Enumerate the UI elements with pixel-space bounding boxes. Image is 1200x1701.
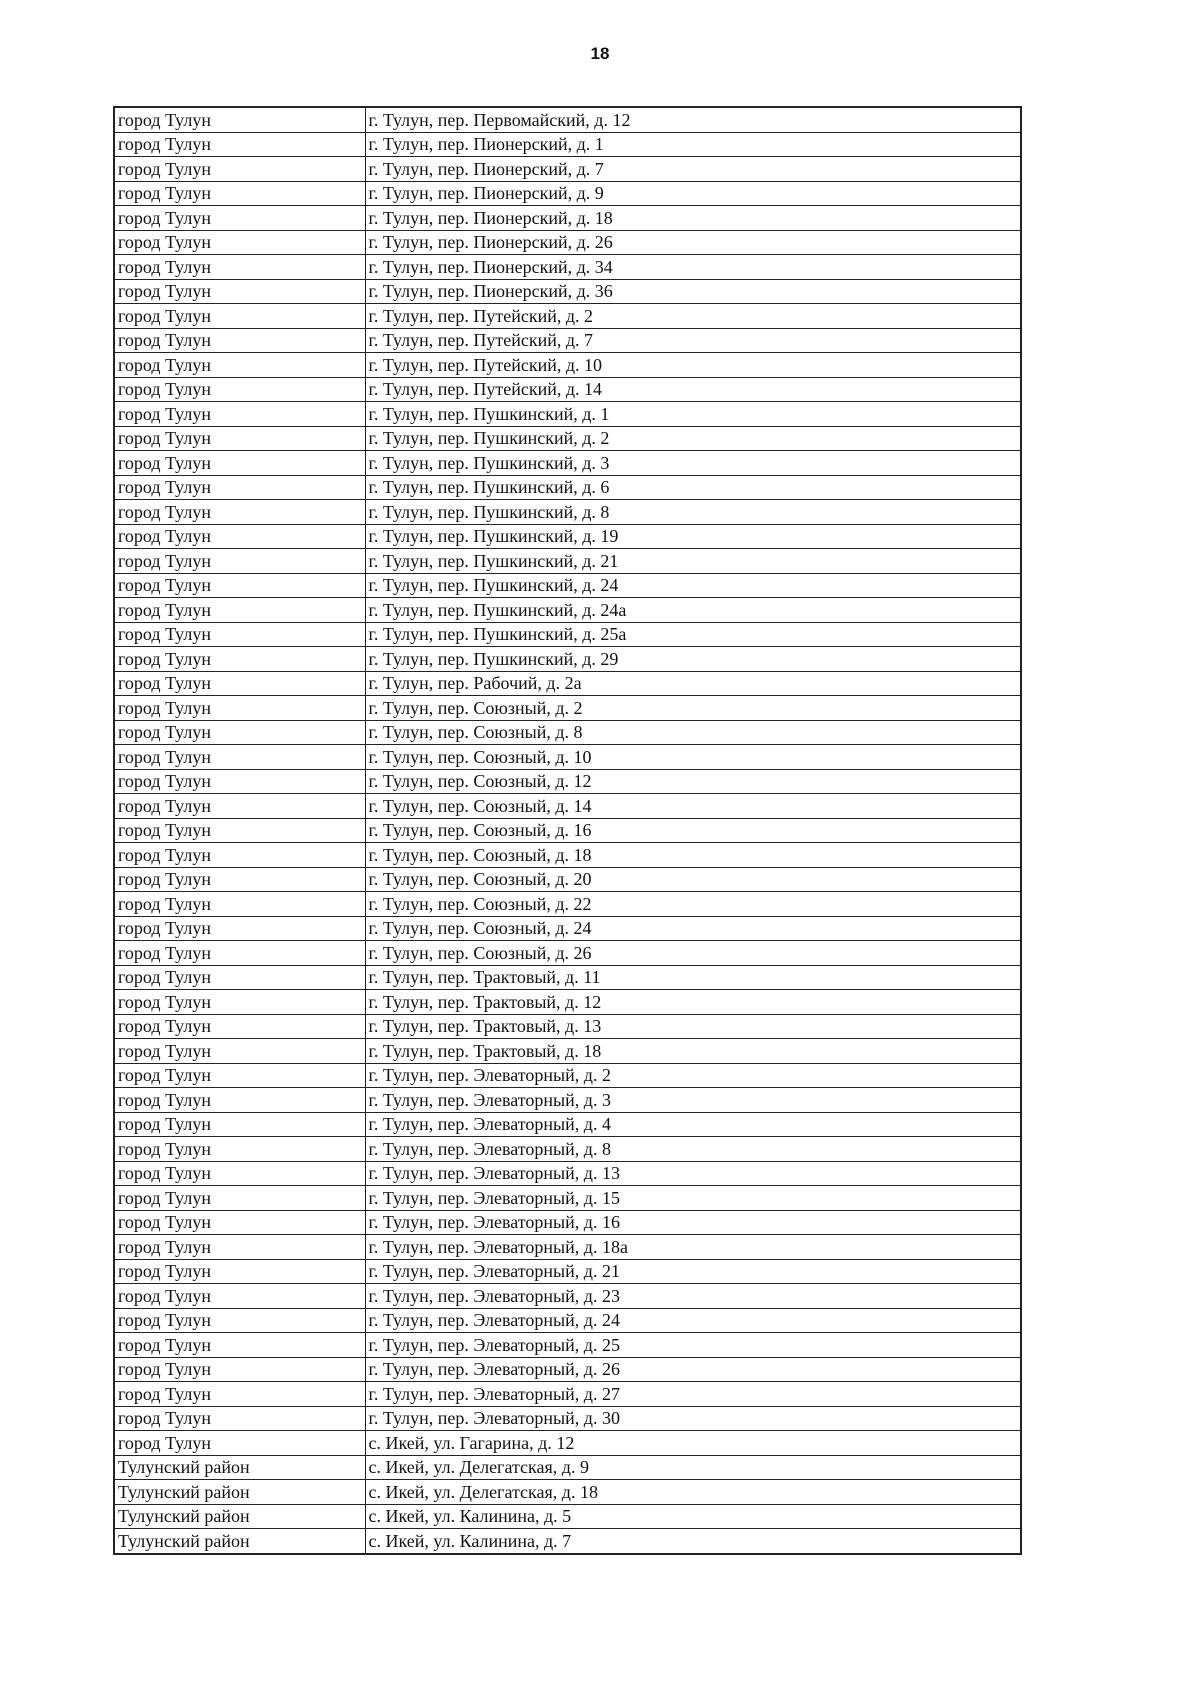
municipality-cell: город Тулун	[114, 1406, 365, 1431]
address-cell: г. Тулун, пер. Пушкинский, д. 25а	[365, 622, 1021, 647]
table-row	[114, 720, 1021, 745]
municipality-cell: город Тулун	[114, 1259, 365, 1284]
address-cell: г. Тулун, пер. Трактовый, д. 18	[365, 1039, 1021, 1064]
address-cell: г. Тулун, пер. Элеваторный, д. 30	[365, 1406, 1021, 1431]
table-row	[114, 1088, 1021, 1113]
table-row	[114, 1259, 1021, 1284]
municipality-cell: город Тулун	[114, 279, 365, 304]
table-row	[114, 1480, 1021, 1505]
address-cell: г. Тулун, пер. Элеваторный, д. 23	[365, 1284, 1021, 1309]
table-row	[114, 892, 1021, 917]
municipality-cell: город Тулун	[114, 745, 365, 770]
address-cell: г. Тулун, пер. Пионерский, д. 1	[365, 132, 1021, 157]
municipality-cell: город Тулун	[114, 402, 365, 427]
table-row	[114, 941, 1021, 966]
table-row	[114, 524, 1021, 549]
municipality-cell: город Тулун	[114, 1333, 365, 1358]
table-row	[114, 598, 1021, 623]
table-row	[114, 1333, 1021, 1358]
address-table-body	[114, 107, 1021, 1554]
address-cell: г. Тулун, пер. Пушкинский, д. 3	[365, 451, 1021, 476]
table-row	[114, 1504, 1021, 1529]
municipality-cell: город Тулун	[114, 965, 365, 990]
address-cell: г. Тулун, пер. Пионерский, д. 9	[365, 181, 1021, 206]
municipality-cell: город Тулун	[114, 255, 365, 280]
municipality-cell: город Тулун	[114, 769, 365, 794]
table-row	[114, 132, 1021, 157]
municipality-cell: город Тулун	[114, 206, 365, 231]
address-cell: г. Тулун, пер. Элеваторный, д. 25	[365, 1333, 1021, 1358]
table-row	[114, 1455, 1021, 1480]
address-cell: г. Тулун, пер. Союзный, д. 10	[365, 745, 1021, 770]
address-cell: г. Тулун, пер. Пионерский, д. 26	[365, 230, 1021, 255]
page-number: 18	[590, 44, 610, 63]
address-cell: г. Тулун, пер. Элеваторный, д. 26	[365, 1357, 1021, 1382]
municipality-cell: город Тулун	[114, 1112, 365, 1137]
municipality-cell: город Тулун	[114, 107, 365, 132]
address-table	[113, 106, 1022, 1555]
table-row	[114, 255, 1021, 280]
municipality-cell: город Тулун	[114, 304, 365, 329]
table-row	[114, 1137, 1021, 1162]
municipality-cell: город Тулун	[114, 353, 365, 378]
table-row	[114, 1210, 1021, 1235]
address-cell: г. Тулун, пер. Пионерский, д. 34	[365, 255, 1021, 280]
table-row	[114, 745, 1021, 770]
table-row	[114, 1161, 1021, 1186]
table-row	[114, 1235, 1021, 1260]
address-cell: с. Икей, ул. Калинина, д. 7	[365, 1529, 1021, 1554]
table-row	[114, 769, 1021, 794]
municipality-cell: город Тулун	[114, 1161, 365, 1186]
table-row	[114, 843, 1021, 868]
table-row	[114, 990, 1021, 1015]
municipality-cell: город Тулун	[114, 1088, 365, 1113]
table-row	[114, 671, 1021, 696]
address-cell: г. Тулун, пер. Союзный, д. 8	[365, 720, 1021, 745]
table-row	[114, 916, 1021, 941]
address-cell: г. Тулун, пер. Союзный, д. 12	[365, 769, 1021, 794]
municipality-cell: город Тулун	[114, 916, 365, 941]
municipality-cell: город Тулун	[114, 1357, 365, 1382]
table-row	[114, 1112, 1021, 1137]
address-cell: с. Икей, ул. Гагарина, д. 12	[365, 1431, 1021, 1456]
municipality-cell: город Тулун	[114, 500, 365, 525]
table-row	[114, 1014, 1021, 1039]
municipality-cell: город Тулун	[114, 1284, 365, 1309]
municipality-cell: город Тулун	[114, 794, 365, 819]
municipality-cell: город Тулун	[114, 818, 365, 843]
address-cell: г. Тулун, пер. Союзный, д. 22	[365, 892, 1021, 917]
address-cell: г. Тулун, пер. Трактовый, д. 12	[365, 990, 1021, 1015]
table-row	[114, 818, 1021, 843]
table-row	[114, 157, 1021, 182]
municipality-cell: город Тулун	[114, 622, 365, 647]
table-row	[114, 794, 1021, 819]
address-cell: г. Тулун, пер. Пушкинский, д. 1	[365, 402, 1021, 427]
table-row	[114, 107, 1021, 132]
municipality-cell: город Тулун	[114, 573, 365, 598]
municipality-cell: город Тулун	[114, 377, 365, 402]
address-cell: г. Тулун, пер. Элеваторный, д. 24	[365, 1308, 1021, 1333]
table-row	[114, 206, 1021, 231]
table-row	[114, 1529, 1021, 1554]
table-row	[114, 353, 1021, 378]
address-cell: г. Тулун, пер. Пионерский, д. 7	[365, 157, 1021, 182]
municipality-cell: город Тулун	[114, 157, 365, 182]
address-cell: г. Тулун, пер. Элеваторный, д. 2	[365, 1063, 1021, 1088]
address-cell: г. Тулун, пер. Трактовый, д. 11	[365, 965, 1021, 990]
address-cell: г. Тулун, пер. Трактовый, д. 13	[365, 1014, 1021, 1039]
municipality-cell: город Тулун	[114, 328, 365, 353]
table-row	[114, 230, 1021, 255]
municipality-cell: город Тулун	[114, 990, 365, 1015]
table-row	[114, 1406, 1021, 1431]
address-cell: с. Икей, ул. Калинина, д. 5	[365, 1504, 1021, 1529]
municipality-cell: город Тулун	[114, 1308, 365, 1333]
address-cell: г. Тулун, пер. Союзный, д. 14	[365, 794, 1021, 819]
table-row	[114, 1431, 1021, 1456]
address-cell: г. Тулун, пер. Путейский, д. 14	[365, 377, 1021, 402]
table-row	[114, 647, 1021, 672]
municipality-cell: Тулунский район	[114, 1455, 365, 1480]
municipality-cell: город Тулун	[114, 647, 365, 672]
address-cell: г. Тулун, пер. Пушкинский, д. 29	[365, 647, 1021, 672]
municipality-cell: город Тулун	[114, 941, 365, 966]
address-cell: г. Тулун, пер. Союзный, д. 24	[365, 916, 1021, 941]
address-cell: г. Тулун, пер. Союзный, д. 16	[365, 818, 1021, 843]
table-row	[114, 402, 1021, 427]
table-row	[114, 181, 1021, 206]
table-row	[114, 965, 1021, 990]
municipality-cell: город Тулун	[114, 181, 365, 206]
table-row	[114, 573, 1021, 598]
address-cell: г. Тулун, пер. Путейский, д. 10	[365, 353, 1021, 378]
table-row	[114, 696, 1021, 721]
address-cell: г. Тулун, пер. Пушкинский, д. 19	[365, 524, 1021, 549]
table-row	[114, 1063, 1021, 1088]
municipality-cell: город Тулун	[114, 843, 365, 868]
table-row	[114, 1284, 1021, 1309]
address-cell: г. Тулун, пер. Пушкинский, д. 21	[365, 549, 1021, 574]
table-row	[114, 475, 1021, 500]
table-row	[114, 451, 1021, 476]
address-cell: г. Тулун, пер. Путейский, д. 2	[365, 304, 1021, 329]
address-cell: г. Тулун, пер. Пушкинский, д. 6	[365, 475, 1021, 500]
address-cell: г. Тулун, пер. Элеваторный, д. 3	[365, 1088, 1021, 1113]
municipality-cell: город Тулун	[114, 524, 365, 549]
address-cell: с. Икей, ул. Делегатская, д. 18	[365, 1480, 1021, 1505]
municipality-cell: город Тулун	[114, 1186, 365, 1211]
table-row	[114, 377, 1021, 402]
address-cell: г. Тулун, пер. Первомайский, д. 12	[365, 107, 1021, 132]
address-cell: г. Тулун, пер. Элеваторный, д. 18а	[365, 1235, 1021, 1260]
address-cell: г. Тулун, пер. Пушкинский, д. 8	[365, 500, 1021, 525]
table-row	[114, 426, 1021, 451]
table-row	[114, 328, 1021, 353]
address-cell: г. Тулун, пер. Элеваторный, д. 21	[365, 1259, 1021, 1284]
address-cell: г. Тулун, пер. Пионерский, д. 36	[365, 279, 1021, 304]
municipality-cell: город Тулун	[114, 549, 365, 574]
municipality-cell: город Тулун	[114, 696, 365, 721]
table-row	[114, 622, 1021, 647]
address-cell: г. Тулун, пер. Путейский, д. 7	[365, 328, 1021, 353]
municipality-cell: город Тулун	[114, 892, 365, 917]
address-cell: г. Тулун, пер. Союзный, д. 20	[365, 867, 1021, 892]
municipality-cell: Тулунский район	[114, 1504, 365, 1529]
address-cell: г. Тулун, пер. Элеваторный, д. 27	[365, 1382, 1021, 1407]
municipality-cell: город Тулун	[114, 475, 365, 500]
address-cell: г. Тулун, пер. Элеваторный, д. 15	[365, 1186, 1021, 1211]
table-row	[114, 867, 1021, 892]
municipality-cell: город Тулун	[114, 720, 365, 745]
address-cell: г. Тулун, пер. Элеваторный, д. 16	[365, 1210, 1021, 1235]
address-cell: г. Тулун, пер. Пушкинский, д. 2	[365, 426, 1021, 451]
municipality-cell: город Тулун	[114, 1210, 365, 1235]
municipality-cell: город Тулун	[114, 671, 365, 696]
address-cell: г. Тулун, пер. Пушкинский, д. 24а	[365, 598, 1021, 623]
table-row	[114, 1382, 1021, 1407]
municipality-cell: город Тулун	[114, 1137, 365, 1162]
address-cell: г. Тулун, пер. Пионерский, д. 18	[365, 206, 1021, 231]
table-row	[114, 1039, 1021, 1064]
municipality-cell: город Тулун	[114, 451, 365, 476]
municipality-cell: город Тулун	[114, 132, 365, 157]
municipality-cell: город Тулун	[114, 1063, 365, 1088]
municipality-cell: город Тулун	[114, 1014, 365, 1039]
municipality-cell: город Тулун	[114, 426, 365, 451]
address-cell: г. Тулун, пер. Элеваторный, д. 13	[365, 1161, 1021, 1186]
address-cell: г. Тулун, пер. Союзный, д. 2	[365, 696, 1021, 721]
municipality-cell: Тулунский район	[114, 1480, 365, 1505]
address-cell: г. Тулун, пер. Пушкинский, д. 24	[365, 573, 1021, 598]
table-row	[114, 1308, 1021, 1333]
table-row	[114, 1357, 1021, 1382]
address-cell: г. Тулун, пер. Элеваторный, д. 8	[365, 1137, 1021, 1162]
address-cell: с. Икей, ул. Делегатская, д. 9	[365, 1455, 1021, 1480]
table-row	[114, 279, 1021, 304]
address-cell: г. Тулун, пер. Союзный, д. 26	[365, 941, 1021, 966]
municipality-cell: город Тулун	[114, 598, 365, 623]
municipality-cell: Тулунский район	[114, 1529, 365, 1554]
table-row	[114, 500, 1021, 525]
municipality-cell: город Тулун	[114, 1039, 365, 1064]
table-row	[114, 1186, 1021, 1211]
municipality-cell: город Тулун	[114, 867, 365, 892]
table-row	[114, 549, 1021, 574]
address-cell: г. Тулун, пер. Элеваторный, д. 4	[365, 1112, 1021, 1137]
municipality-cell: город Тулун	[114, 1382, 365, 1407]
municipality-cell: город Тулун	[114, 1431, 365, 1456]
municipality-cell: город Тулун	[114, 1235, 365, 1260]
municipality-cell: город Тулун	[114, 230, 365, 255]
address-cell: г. Тулун, пер. Рабочий, д. 2а	[365, 671, 1021, 696]
table-row	[114, 304, 1021, 329]
address-cell: г. Тулун, пер. Союзный, д. 18	[365, 843, 1021, 868]
